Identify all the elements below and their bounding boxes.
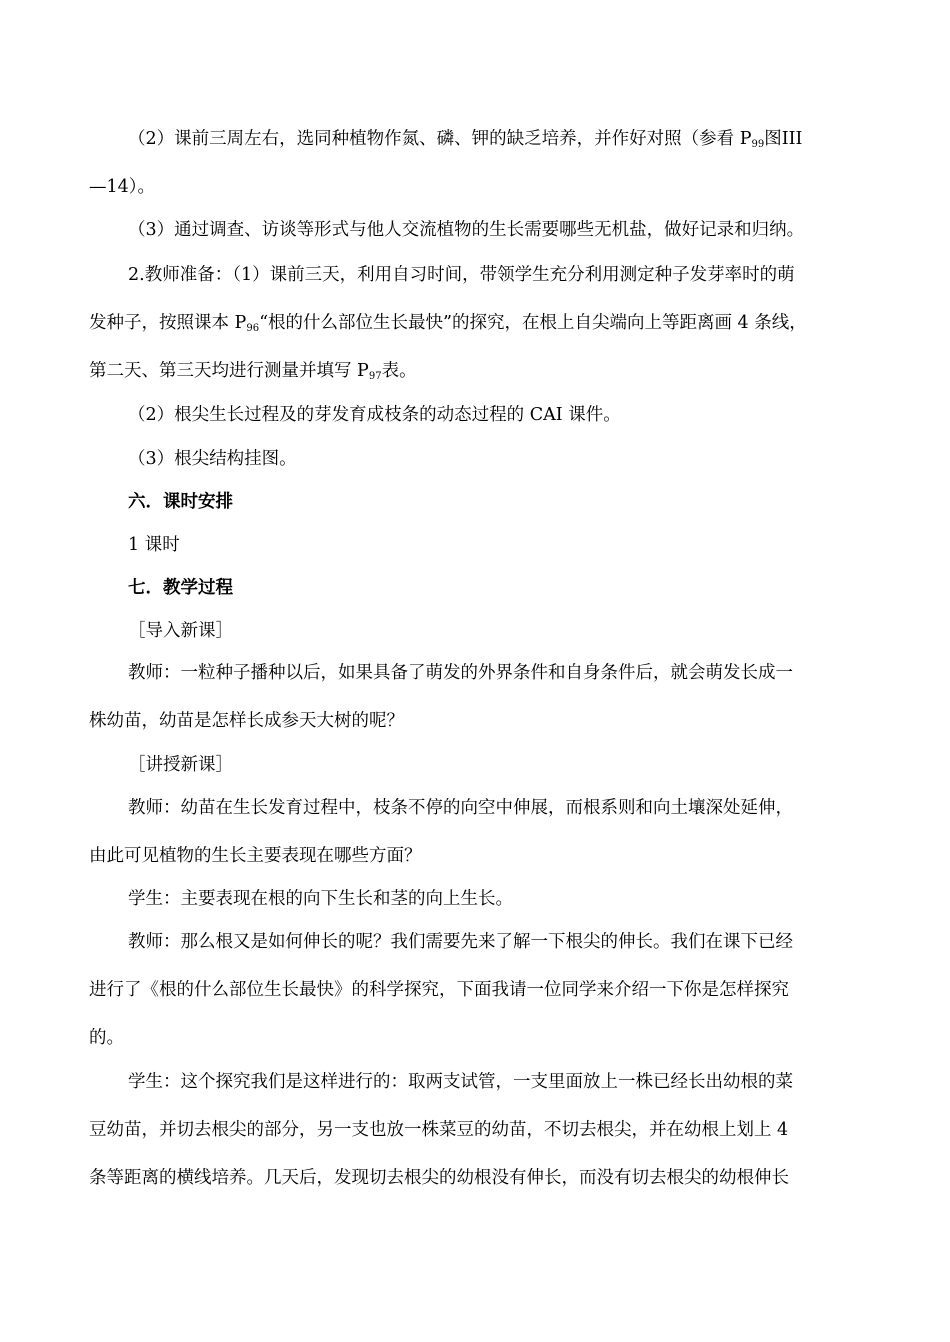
paragraph-teacher-2-line-2: 由此可见植物的生长主要表现在哪些方面？ [89,846,422,866]
paragraph-teacher-3-line-3: 的。 [89,1028,124,1048]
paragraph-teacher-prep-2: （2）根尖生长过程及的芽发育成枝条的动态过程的 CAI 课件。 [128,405,621,425]
subheading-new-lesson: ［讲授新课］ [128,755,233,775]
paragraph-schedule: 1 课时 [128,535,180,555]
section-heading-schedule: 六．课时安排 [128,492,233,512]
subheading-intro: ［导入新课］ [128,621,233,641]
paragraph-teacher-1-line-2: 株幼苗，幼苗是怎样长成参天大树的呢？ [89,711,404,731]
paragraph-prep-2-line-2: —14）。 [89,177,156,197]
paragraph-prep-3: （3）通过调查、访谈等形式与他人交流植物的生长需要哪些无机盐，做好记录和归纳。 [128,220,805,240]
paragraph-teacher-3-line-2: 进行了《根的什么部位生长最快》的科学探究，下面我请一位同学来介绍一下你是怎样探究 [89,980,789,1000]
paragraph-student-2-line-1: 学生：这个探究我们是这样进行的：取两支试管，一支里面放上一株已经长出幼根的菜 [128,1072,793,1092]
paragraph-teacher-prep-line-3: 第二天、第三天均进行测量并填写 $P_{97}$表。 [89,361,417,382]
paragraph-teacher-1-line-1: 教师：一粒种子播种以后，如果具备了萌发的外界条件和自身条件后，就会萌发长成一 [128,663,793,683]
paragraph-student-1: 学生：主要表现在根的向下生长和茎的向上生长。 [128,889,513,909]
paragraph-teacher-3-line-1: 教师：那么根又是如何伸长的呢？我们需要先来了解一下根尖的伸长。我们在课下已经 [128,932,793,952]
paragraph-prep-2-line-1: （2）课前三周左右，选同种植物作氮、磷、钾的缺乏培养，并作好对照（参看 $P_{99}$图III [128,129,803,150]
paragraph-student-2-line-3: 条等距离的横线培养。几天后，发现切去根尖的幼根没有伸长，而没有切去根尖的幼根伸长 [89,1168,789,1188]
paragraph-teacher-2-line-1: 教师：幼苗在生长发育过程中，枝条不停的向空中伸展，而根系则和向土壤深处延伸， [128,798,793,818]
paragraph-student-2-line-2: 豆幼苗，并切去根尖的部分，另一支也放一株菜豆的幼苗，不切去根尖，并在幼根上划上 4 [89,1120,789,1140]
paragraph-teacher-prep-line-2: 发种子，按照课本 $P_{96}“$根的什么部位生长最快”的探究，在根上自尖端向上等距离画 4 条线， [89,313,807,334]
section-heading-process: 七．教学过程 [128,578,233,598]
paragraph-teacher-prep-3: （3）根尖结构挂图。 [128,449,297,469]
paragraph-teacher-prep-line-1: 2.教师准备：（1）课前三天，利用自习时间，带领学生充分利用测定种子发芽率时的萌 [128,265,795,285]
